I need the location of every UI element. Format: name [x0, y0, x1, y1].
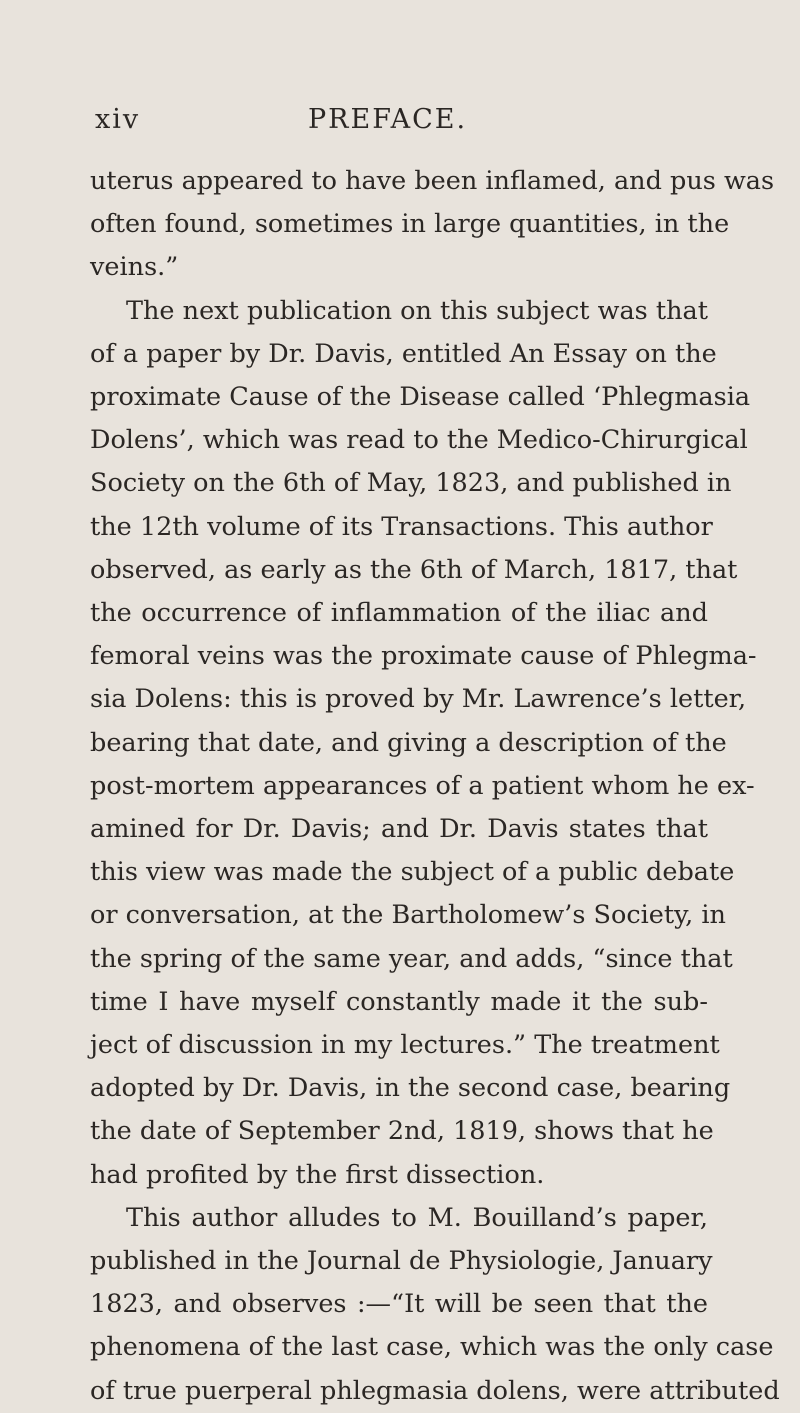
- text-line: ject of discussion in my lectures.” The treatment: [90, 1030, 720, 1061]
- text-line: Society on the 6th of May, 1823, and published in: [90, 468, 732, 499]
- text-line: Dolens’, which was read to the Medico-Chirurgical: [90, 425, 748, 456]
- text-line: This author alludes to M. Bouilland’s paper,: [126, 1202, 708, 1233]
- running-header: [95, 104, 700, 144]
- text-line: sia Dolens: this is proved by Mr. Lawrence’s letter,: [90, 684, 747, 715]
- text-line: femoral veins was the proximate cause of Phlegma-: [90, 641, 757, 672]
- text-line: the date of September 2nd, 1819, shows that he: [90, 1116, 714, 1147]
- text-line: phenomena of the last case, which was the only case: [90, 1332, 774, 1363]
- text-line: observed, as early as the 6th of March, 1817, that: [90, 554, 738, 585]
- running-title: PREFACE.: [308, 104, 468, 135]
- text-line: of a paper by Dr. Davis, entitled An Essay on the: [90, 338, 717, 369]
- text-line: published in the Journal de Physiologie, January: [90, 1246, 713, 1277]
- body-text: [90, 160, 780, 1413]
- text-line: 1823, and observes :—“It will be seen that the: [90, 1289, 708, 1320]
- text-line: or conversation, at the Bartholomew’s Society, in: [90, 900, 726, 931]
- text-line: the 12th volume of its Transactions. This author: [90, 511, 713, 542]
- text-line: the spring of the same year, and adds, “since that: [90, 943, 733, 974]
- text-line: often found, sometimes in large quantities, in the: [90, 209, 730, 240]
- text-line: veins.”: [90, 252, 179, 283]
- text-line: post-mortem appearances of a patient whom he ex-: [90, 770, 755, 801]
- text-line: time I have myself constantly made it the sub-: [90, 986, 708, 1017]
- text-line: of true puerperal phlegmasia dolens, were attributed: [90, 1375, 780, 1406]
- text-line: The next publication on this subject was that: [126, 295, 708, 326]
- page-number: xiv: [95, 104, 141, 135]
- text-line: bearing that date, and giving a description of the: [90, 727, 727, 758]
- text-line: uterus appeared to have been inflamed, and pus was: [90, 166, 775, 196]
- text-line: proximate Cause of the Disease called ‘Phlegmasia: [90, 382, 751, 413]
- text-line: had profited by the first dissection.: [90, 1159, 545, 1190]
- text-line: the occurrence of inflammation of the iliac and: [90, 598, 708, 629]
- text-line: this view was made the subject of a public debate: [90, 857, 735, 888]
- text-line: amined for Dr. Davis; and Dr. Davis states that: [90, 814, 708, 845]
- text-line: adopted by Dr. Davis, in the second case, bearing: [90, 1073, 731, 1104]
